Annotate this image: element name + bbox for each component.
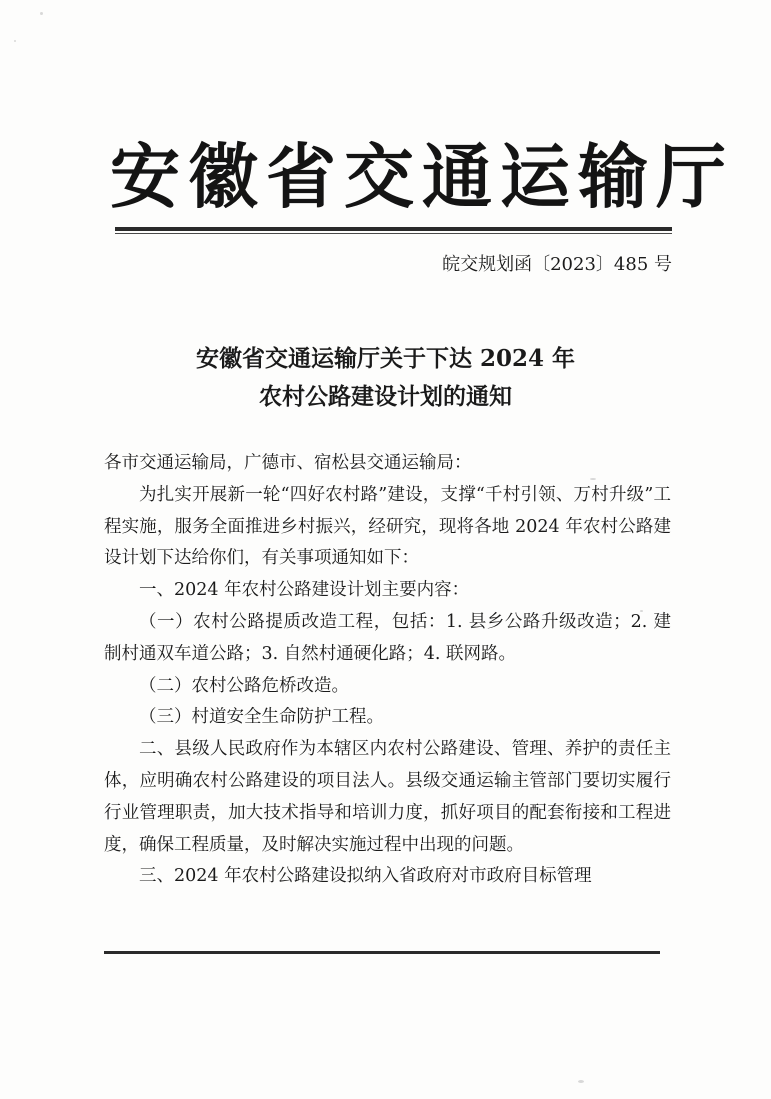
letterhead-rule-thick xyxy=(115,227,672,231)
scan-speck xyxy=(14,40,16,42)
section-1-item-2: （二）农村公路危桥改造。 xyxy=(139,675,349,696)
intro-paragraph: 为扎实开展新一轮“四好农村路”建设，支撑“千村引领、万村升级”工程实施，服务全面推进乡村振兴，经研究，现将各地 2024 年农村公路建设计划下达给你们，有关事项通知如下： xyxy=(104,484,671,569)
scan-speck xyxy=(40,12,43,15)
agency-letterhead: 安徽省交通运输厅 xyxy=(110,136,734,218)
page-bottom-rule xyxy=(104,951,660,954)
document-number: 皖交规划函〔2023〕485 号 xyxy=(442,254,672,275)
section-3-paragraph: 三、2024 年农村公路建设拟纳入省政府对市政府目标管理 xyxy=(139,866,592,887)
salutation: 各市交通运输局，广德市、宿松县交通运输局： xyxy=(104,453,472,473)
section-1-item-3: （三）村道安全生命防护工程。 xyxy=(139,707,384,728)
document-title xyxy=(100,340,671,416)
section-1-item-1: （一）农村公路提质改造工程，包括：1. 县乡公路升级改造；2. 建制村通双车道公路；3. 自然村通硬化路；4. 联网路。 xyxy=(104,611,671,664)
document-title-line2: 农村公路建设计划的通知 xyxy=(259,383,512,410)
document-body xyxy=(104,448,671,893)
section-1-heading: 一、2024 年农村公路建设计划主要内容： xyxy=(139,580,470,601)
section-2-paragraph: 二、县级人民政府作为本辖区内农村公路建设、管理、养护的责任主体，应明确农村公路建设的项目法人。县级交通运输主管部门要切实履行行业管理职责，加大技术指导和培训力度，抓好项目的配套衔接和工程进度，确保工程质量，及时解决实施过程中出现的问题。 xyxy=(104,739,671,855)
document-title-line1: 安徽省交通运输厅关于下达 2024 年 xyxy=(195,345,576,372)
scan-speck xyxy=(578,1080,584,1083)
letterhead-rule-thin xyxy=(115,233,672,234)
